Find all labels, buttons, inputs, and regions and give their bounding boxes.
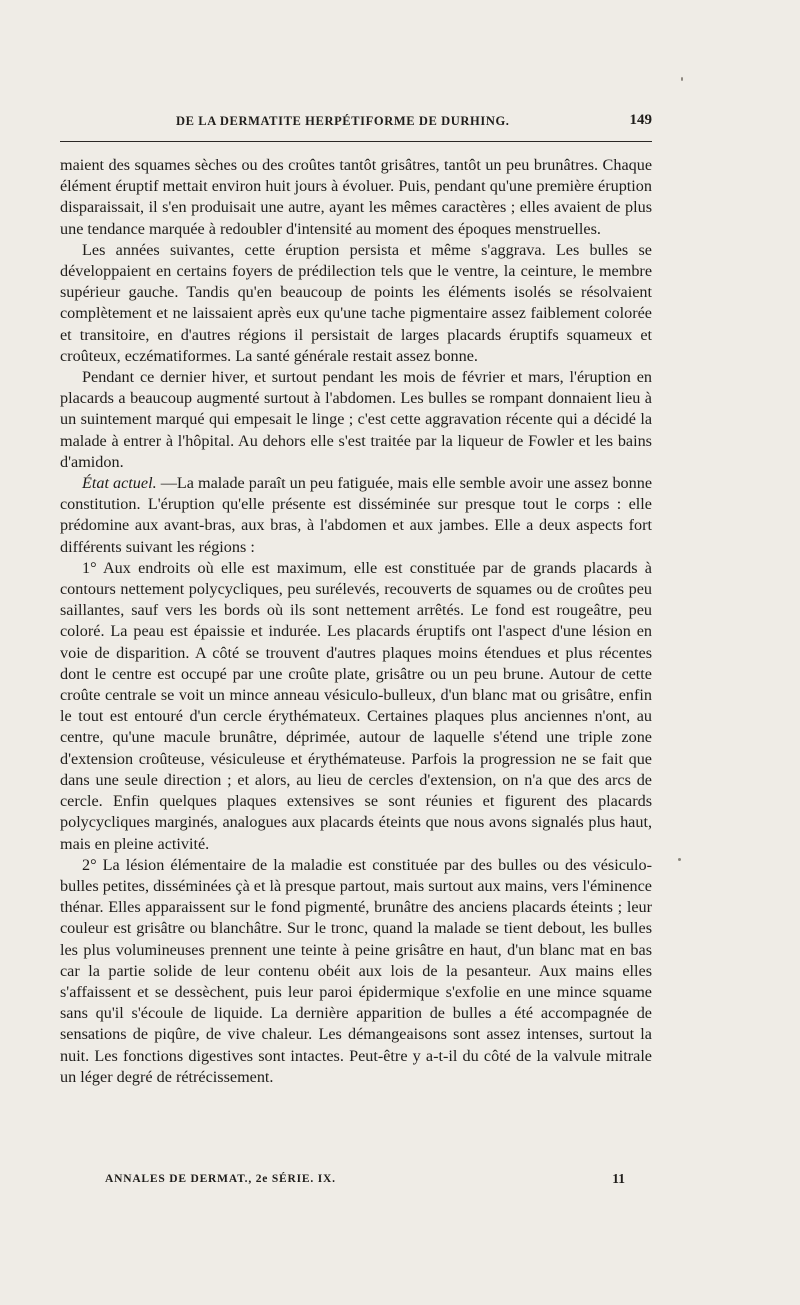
journal-signature: ANNALES DE DERMAT., 2e SÉRIE. IX. [105,1173,336,1185]
header-rule [60,141,652,142]
footer [105,1171,625,1191]
paragraph-5: 1° Aux endroits où elle est maximum, elle est constituée par de grands placards à contours nettement polycycliques, peu surélevés, recouverts de squames ou de croûtes peu saillantes, sauf vers les bords où ils sont nettement arrêtés. Le fond est rougeâtre, peu coloré. La peau est épaissie et indurée. Les placards éruptifs ont l'aspect d'une lésion en voie de disparition. A côté se trouvent d'autres plaques moins étendues et plus récentes dont le centre est occupé par une croûte plate, grisâtre ou un peu brune. Autour de cette croûte centrale se voit un mince anneau vésiculo-bulleux, d'un blanc mat ou grisâtre, enfin le tout est entouré d'un cercle érythémateux. Certaines plaques plus anciennes n'ont, au centre, qu'une macule brunâtre, déprimée, autour de laquelle s'étend une triple zone d'extension croûteuse, vésiculeuse et érythémateuse. Parfois la progression ne se fait que dans une seule direction ; et alors, au lieu de cercles d'extension, on n'a que des arcs de cercle. Enfin quelques plaques extensives se sont réunies et figurent des placards polycycliques marginés, analogues aux placards éteints que nous avons signalés plus haut, mais en pleine activité. [60,558,652,853]
body-text [60,155,652,1088]
paragraph-2: Les années suivantes, cette éruption persista et même s'aggrava. Les bulles se développaient en certains foyers de prédilection tels que le ventre, la ceinture, le membre supérieur gauche. Tandis qu'en beaucoup de points les éléments isolés se résolvaient complètement et ne laissaient après eux qu'une tache pigmentaire assez faiblement colorée et transitoire, en d'autres régions il persistait de larges placards éruptifs squameux et croûteux, eczématiformes. La santé générale restait assez bonne. [60,240,652,365]
running-head [60,112,652,132]
paragraph-6: 2° La lésion élémentaire de la maladie est constituée par des bulles ou des vésiculo-bulles petites, disséminées çà et là presque partout, mais surtout aux mains, vers l'éminence thénar. Elles apparaissent sur le fond pigmenté, brunâtre des anciens placards éteints ; leur couleur est grisâtre ou blanchâtre. Sur le tronc, quand la malade se tient debout, les bulles les plus volumineuses prennent une teinte à peine grisâtre en haut, d'un blanc mat en bas car la partie solide de leur contenu obéit aux lois de la pesanteur. Aux mains elles s'affaissent et se dessèchent, puis leur paroi épidermique s'exfolie en une mince squame sans qu'il s'écoule de liquide. La dernière apparition de bulles a été accompagnée de sensations de piqûre, de vive chaleur. Les démangeaisons sont assez intenses, surtout la nuit. Les fonctions digestives sont intactes. Peut-être y a-t-il du côté de la valvule mitrale un léger degré de rétrécissement. [60,855,652,1086]
paper-speck [678,858,681,861]
paragraph-4-text: —La malade paraît un peu fatiguée, mais elle semble avoir une assez bonne constitution. L'éruption qu'elle présente est disséminée sur presque tout le corps : elle prédomine aux avant-bras, aux bras, à l'abdomen et aux jambes. Elle a deux aspects fort différents suivant les régions : [60,474,653,556]
running-title: DE LA DERMATITE HERPÉTIFORME DE DURHING. [176,114,510,128]
section-heading-etat-actuel: État actuel. [82,474,157,493]
page-number: 149 [629,112,652,128]
paragraph-3: Pendant ce dernier hiver, et surtout pendant les mois de février et mars, l'éruption en placards a beaucoup augmenté surtout à l'abdomen. Les bulles se rompant donnaient lieu à un suintement marqué qui empesait le linge ; c'est cette aggravation récente qui a décidé la malade à entrer à l'hôpital. Au dehors elle s'est traitée par la liqueur de Fowler et les bains d'amidon. [60,368,652,471]
paper-speck [681,77,683,81]
gathering-signature: 11 [612,1171,625,1186]
paragraph-4 [60,473,652,558]
paragraph-1: maient des squames sèches ou des croûtes tantôt grisâtres, tantôt un peu brunâtres. Chaque élément éruptif mettait environ huit jours à évoluer. Puis, pendant qu'une première éruption disparaissait, il s'en produisait une autre, ayant les mêmes caractères ; elles avaient de plus une tendance marquée à redoubler d'intensité au moment des époques menstruelles. [60,156,652,238]
